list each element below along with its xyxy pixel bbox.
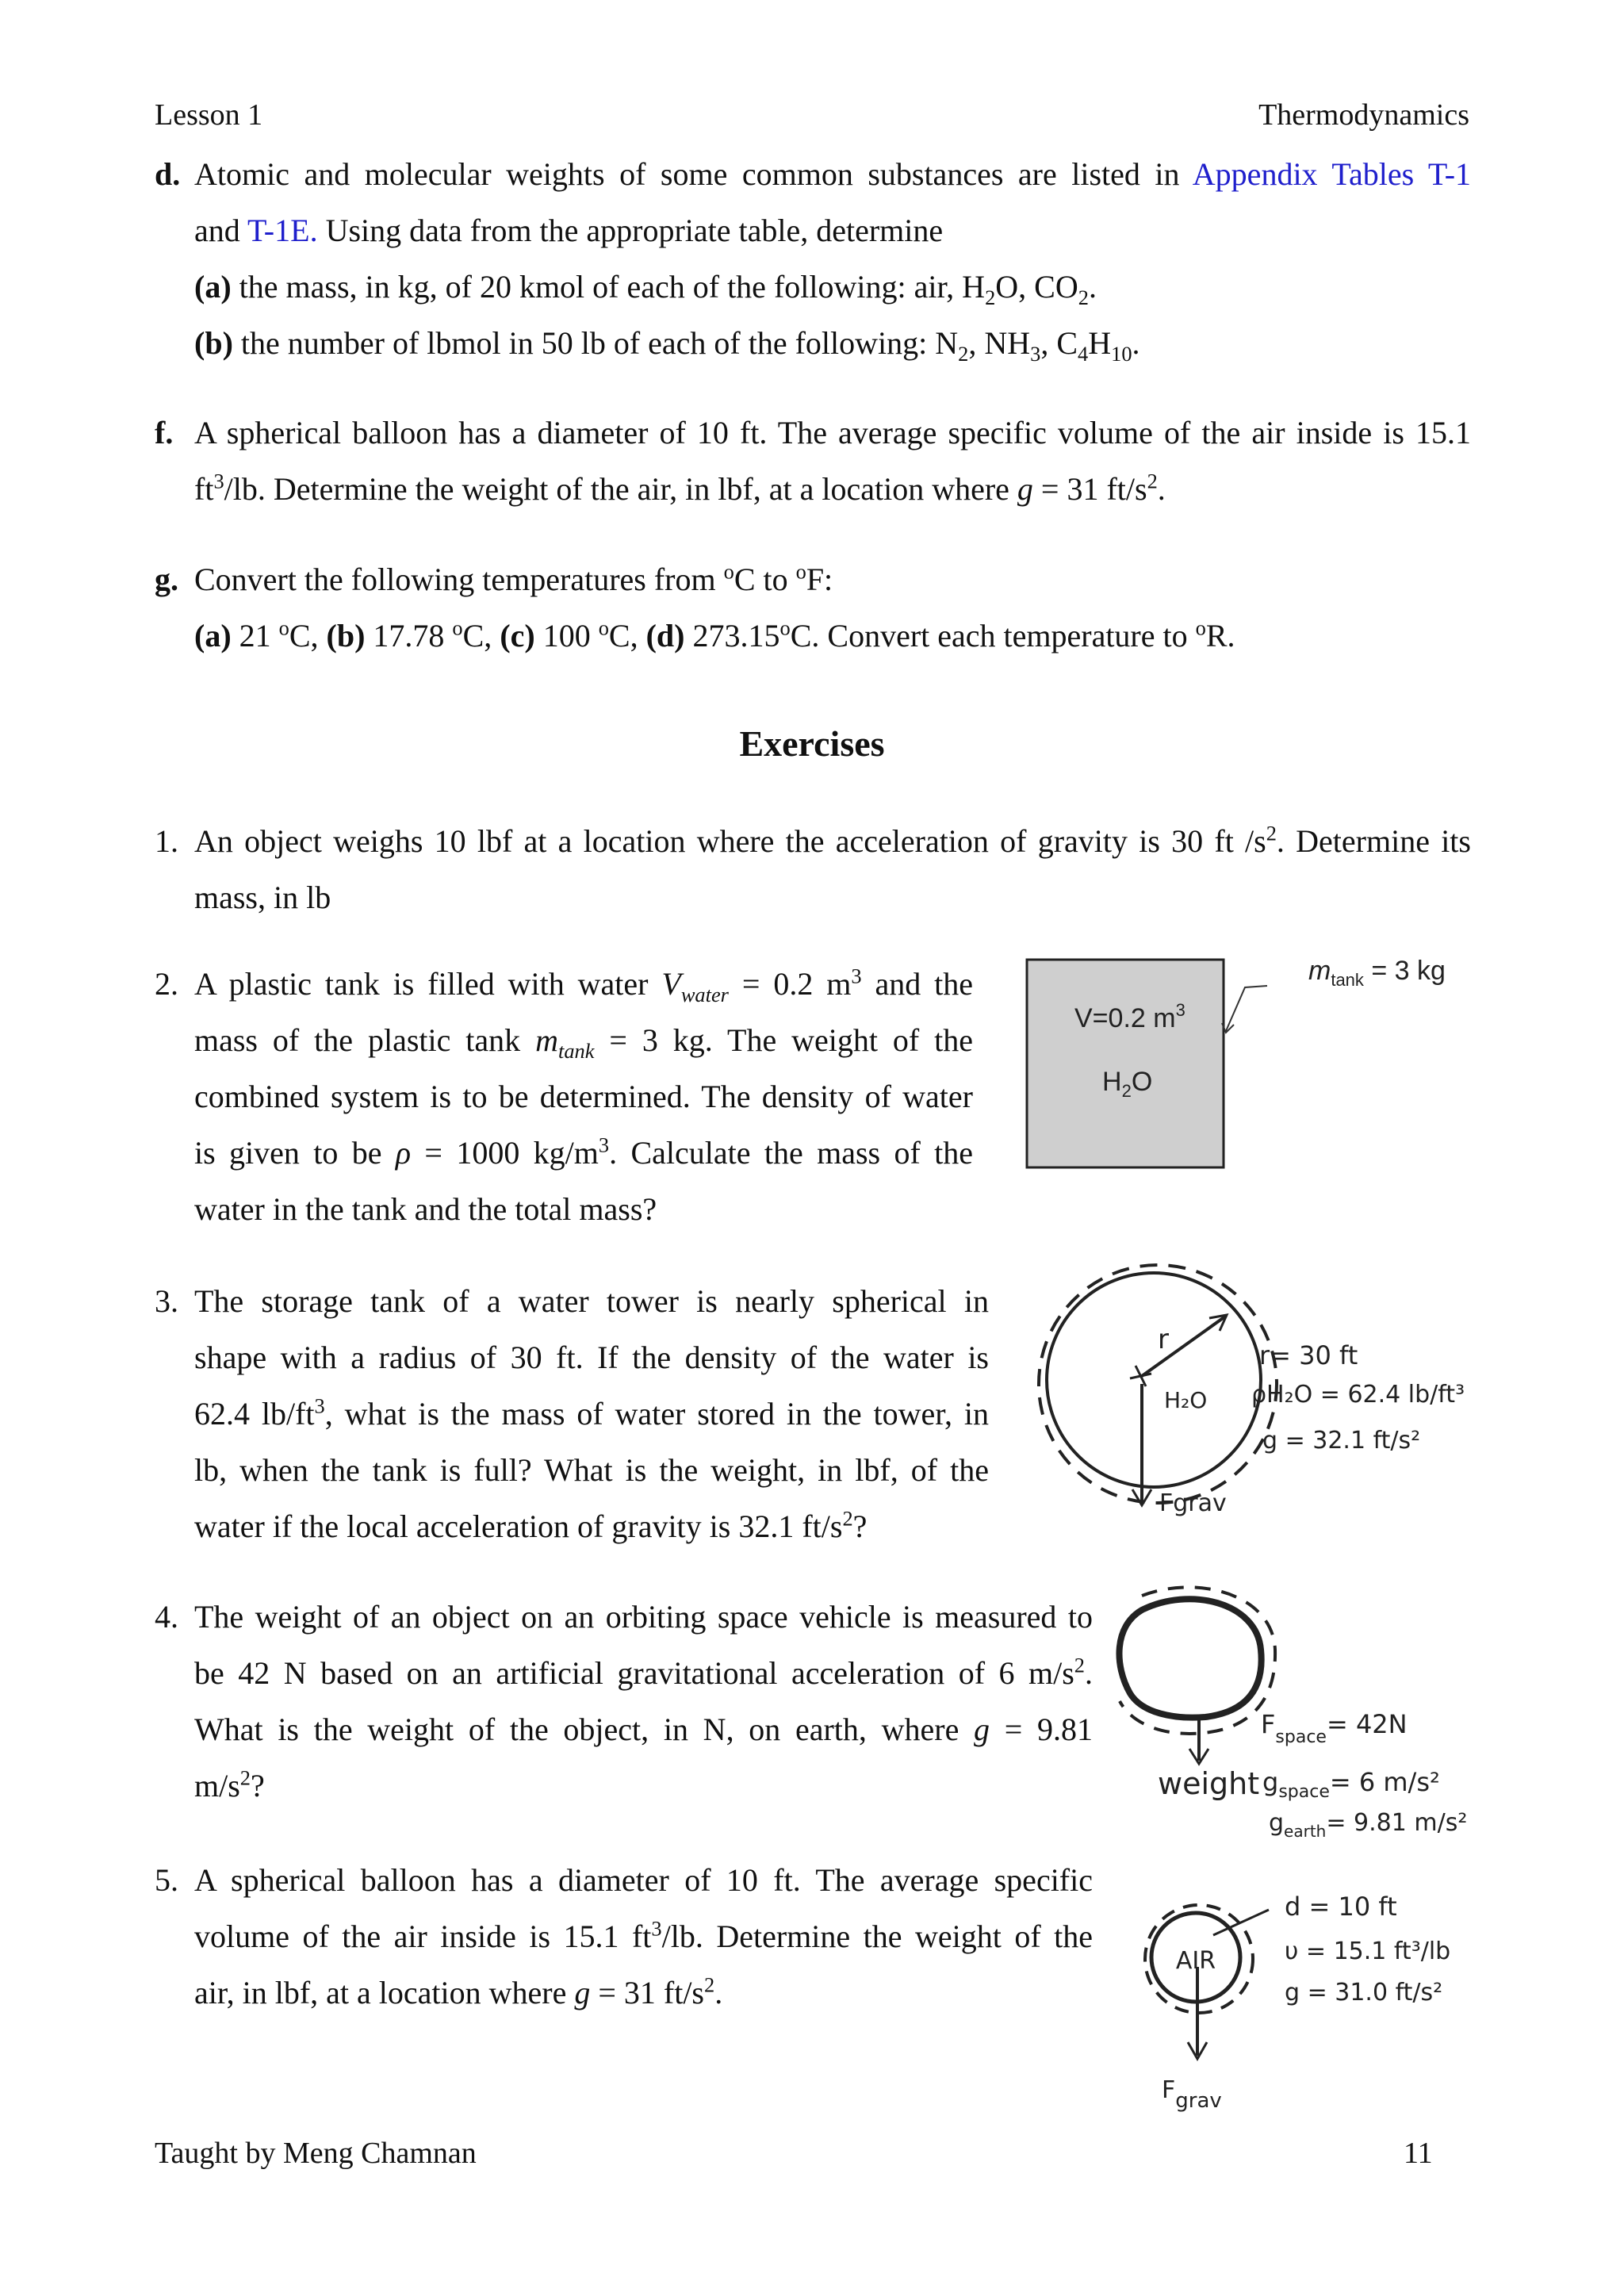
exercise-2-text: = 0.2 m xyxy=(741,966,852,1002)
problem-d-line2a: and xyxy=(194,213,240,248)
problem-d-b-text: the number of lbmol in 50 lb of each of the following: N xyxy=(240,325,959,361)
sup: 2 xyxy=(704,1972,715,1997)
sup: 3 xyxy=(314,1393,325,1418)
degree: o xyxy=(723,559,734,584)
problem-d-line2b: Using data from the appropriate table, determine xyxy=(325,213,944,248)
sup: 3 xyxy=(651,1916,662,1941)
part-label: (b) xyxy=(326,618,366,654)
exercise-5-text: air, in lbf, at a location where xyxy=(194,1975,567,2010)
exercise-number: 3. xyxy=(155,1283,178,1319)
exercise-3-text: water if the local acceleration of gravity is 32.1 ft/s xyxy=(194,1508,843,1544)
sub: space xyxy=(1275,1727,1327,1747)
radius-label: r xyxy=(1158,1324,1169,1355)
rho-symbol: ρ xyxy=(395,1135,412,1171)
tank-mass-value: = 3 kg xyxy=(1363,956,1446,986)
sub: 2 xyxy=(985,286,996,309)
sup: 3 xyxy=(1175,1000,1185,1020)
exercise-2-text: is given to be xyxy=(194,1135,382,1171)
tank-mass-symbol: m xyxy=(1308,956,1331,986)
exercise-4-text: What is the weight of the object, in N, on earth, where xyxy=(194,1711,959,1747)
degree: o xyxy=(1195,615,1206,640)
part-label: (c) xyxy=(500,618,535,654)
header-subject: Thermodynamics xyxy=(1258,98,1469,132)
fspace-value: = 42N xyxy=(1326,1709,1408,1739)
problem-f-line1: A spherical balloon has a diameter of 10 ft. The average specific volume of the air inside is 15.1 xyxy=(194,415,1471,450)
sup: 2 xyxy=(239,1765,251,1790)
degree: o xyxy=(598,615,609,640)
exercise-3-text: The storage tank of a water tower is nearly spherical in xyxy=(194,1283,989,1319)
degree: o xyxy=(452,615,463,640)
unit: C, xyxy=(462,618,492,654)
problem-g-line1: Convert the following temperatures from xyxy=(194,562,716,597)
exercise-2-text: water in the tank and the total mass? xyxy=(194,1191,657,1227)
temp-value: 100 xyxy=(542,618,591,654)
m-symbol: m xyxy=(535,1022,559,1058)
temp-value: 21 xyxy=(239,618,271,654)
sub: 4 xyxy=(1078,342,1089,366)
problem-d-a-text: the mass, in kg, of 20 kmol of each of the following: air, H xyxy=(239,269,986,305)
part-label: (d) xyxy=(645,618,685,654)
page-number: 11 xyxy=(1404,2137,1433,2170)
header-lesson: Lesson 1 xyxy=(155,98,263,132)
exercise-3-text: , what is the mass of water stored in the tower, in xyxy=(324,1396,989,1432)
exercise-2-text: = 1000 kg/m xyxy=(424,1135,599,1171)
gspace-symbol: g xyxy=(1262,1767,1279,1797)
exercise-5-text: /lb. Determine the weight of the xyxy=(661,1918,1093,1954)
sub: tank xyxy=(558,1039,595,1063)
unit: C, xyxy=(289,618,319,654)
sup: 3 xyxy=(213,469,224,493)
specific-volume-value: υ = 15.1 ft³/lb xyxy=(1285,1938,1451,1965)
sup: 2 xyxy=(1074,1653,1085,1677)
exercise-1-line1: . Determine its xyxy=(1276,823,1471,859)
exercise-2-text: = 3 kg. The weight of the xyxy=(609,1022,974,1058)
exercise-2-text: . Calculate the mass of the xyxy=(609,1135,973,1171)
problem-d-line1: Atomic and molecular weights of some common substances are listed in xyxy=(194,156,1180,192)
problem-f-label: f. xyxy=(155,415,174,450)
problem-d-label: d. xyxy=(155,156,181,192)
exercise-5-text: volume of the air inside is 15.1 ft xyxy=(194,1918,652,1954)
air-label: AIR xyxy=(1175,1947,1216,1975)
gearth-symbol: g xyxy=(1269,1809,1285,1837)
exercise-5-text: = 31 ft/s xyxy=(598,1975,704,2010)
density-value: ρH₂O = 62.4 lb/ft³ xyxy=(1251,1381,1465,1409)
punct: . xyxy=(1157,471,1166,507)
exercise-number: 5. xyxy=(155,1862,178,1898)
tank-h2o-label: H₂O xyxy=(1164,1387,1208,1413)
problem-g-line1: C to xyxy=(733,562,788,597)
sub: 2 xyxy=(958,342,969,366)
exercise-4-text: = 9.81 xyxy=(1004,1711,1093,1747)
punct: ? xyxy=(852,1508,868,1544)
sub: earth xyxy=(1284,1822,1327,1841)
problem-d-b-mid: , NH xyxy=(968,325,1031,361)
v-symbol: V xyxy=(661,966,681,1002)
unit: R. xyxy=(1205,618,1235,654)
exercise-2-text: combined system is to be determined. The density of water xyxy=(194,1079,973,1114)
punct: . xyxy=(1132,325,1140,361)
exercise-4-text: The weight of an object on an orbiting space vehicle is measured to xyxy=(194,1599,1093,1635)
sub: space xyxy=(1278,1782,1330,1802)
problem-d-b-mid: H xyxy=(1088,325,1112,361)
sub: 10 xyxy=(1111,342,1132,366)
unit: C, xyxy=(608,618,638,654)
sub: 2 xyxy=(1121,1081,1132,1101)
part-label: (a) xyxy=(194,618,232,654)
problem-d-a-mid: O, CO xyxy=(995,269,1078,305)
tank-h2o-label: H xyxy=(1102,1067,1122,1097)
appendix-t1-link[interactable]: Appendix Tables T-1 xyxy=(1192,156,1472,192)
unit: C. Convert each temperature to xyxy=(790,618,1188,654)
fspace-symbol: F xyxy=(1261,1709,1276,1739)
exercise-number: 1. xyxy=(155,823,178,859)
tank-h2o-o: O xyxy=(1131,1067,1153,1097)
g-symbol: g xyxy=(574,1975,591,2010)
exercise-4-text: m/s xyxy=(194,1768,240,1803)
g-symbol: g xyxy=(974,1711,990,1747)
problem-d-a-label: (a) xyxy=(194,269,232,305)
exercise-number: 2. xyxy=(155,966,178,1002)
exercise-2-text: mass of the plastic tank xyxy=(194,1022,521,1058)
sub: 3 xyxy=(1030,342,1041,366)
exercise-1-line1: An object weighs 10 lbf at a location where the acceleration of gravity is 30 ft /s xyxy=(194,823,1266,859)
exercise-3-text: shape with a radius of 30 ft. If the density of the water is xyxy=(194,1340,989,1375)
sup: 3 xyxy=(598,1133,610,1157)
radius-value: r= 30 ft xyxy=(1259,1340,1358,1370)
temp-value: 273.15 xyxy=(692,618,780,654)
sup: 2 xyxy=(1266,821,1277,845)
diameter-value: d = 10 ft xyxy=(1285,1892,1397,1922)
problem-f-line2: /lb. Determine the weight of the air, in lbf, at a location where xyxy=(224,471,1009,507)
problem-g-line1: F: xyxy=(806,562,833,597)
problem-f-line2: = 31 ft/s xyxy=(1040,471,1147,507)
tank-volume-label: V=0.2 m xyxy=(1074,1003,1176,1033)
appendix-t1e-link[interactable]: T-1E. xyxy=(247,213,318,248)
punct: . xyxy=(1088,269,1097,305)
punct: ? xyxy=(251,1768,265,1803)
exercise-2-text: and the xyxy=(875,966,974,1002)
gearth-value: = 9.81 m/s² xyxy=(1326,1809,1468,1837)
sup: 3 xyxy=(851,964,862,988)
g-symbol: g xyxy=(1017,471,1033,507)
fgrav-symbol: F xyxy=(1162,2076,1176,2104)
sup: 2 xyxy=(1147,469,1158,493)
weight-label: weight xyxy=(1158,1766,1260,1801)
exercise-number: 4. xyxy=(155,1599,178,1635)
gravity-value: g = 31.0 ft/s² xyxy=(1285,1979,1443,2007)
problem-d-b-mid: , C xyxy=(1040,325,1078,361)
degree: o xyxy=(779,615,791,640)
exercise-2-text: A plastic tank is filled with water xyxy=(194,966,649,1002)
exercise-5-text: A spherical balloon has a diameter of 10 ft. The average specific xyxy=(194,1862,1093,1898)
gravity-value: g = 32.1 ft/s² xyxy=(1262,1427,1421,1455)
sub: water xyxy=(680,983,729,1006)
gspace-value: = 6 m/s² xyxy=(1329,1767,1440,1797)
degree: o xyxy=(795,559,806,584)
punct: . xyxy=(1085,1655,1093,1691)
sup: 2 xyxy=(842,1506,853,1531)
problem-f-line2: ft xyxy=(194,471,214,507)
problem-d-b-label: (b) xyxy=(194,325,233,361)
degree: o xyxy=(278,615,289,640)
sub: grav xyxy=(1175,2089,1222,2113)
svg-text:Fgrav xyxy=(1162,2076,1222,2113)
exercise-4-text: be 42 N based on an artificial gravitational acceleration of 6 m/s xyxy=(194,1655,1074,1691)
exercise-3-text: lb, when the tank is full? What is the weight, in lbf, of the xyxy=(194,1452,989,1488)
problem-g-label: g. xyxy=(155,562,178,597)
exercise-1-line2: mass, in lb xyxy=(194,880,331,915)
fgrav-label: Fgrav xyxy=(1159,1489,1227,1517)
temp-value: 17.78 xyxy=(373,618,445,654)
punct: . xyxy=(714,1975,723,2010)
exercises-title: Exercises xyxy=(739,723,885,764)
exercise-3-text: 62.4 lb/ft xyxy=(194,1396,315,1432)
footer-author: Taught by Meng Chamnan xyxy=(155,2137,477,2170)
sub: tank xyxy=(1331,970,1364,990)
sub: 2 xyxy=(1078,286,1089,309)
